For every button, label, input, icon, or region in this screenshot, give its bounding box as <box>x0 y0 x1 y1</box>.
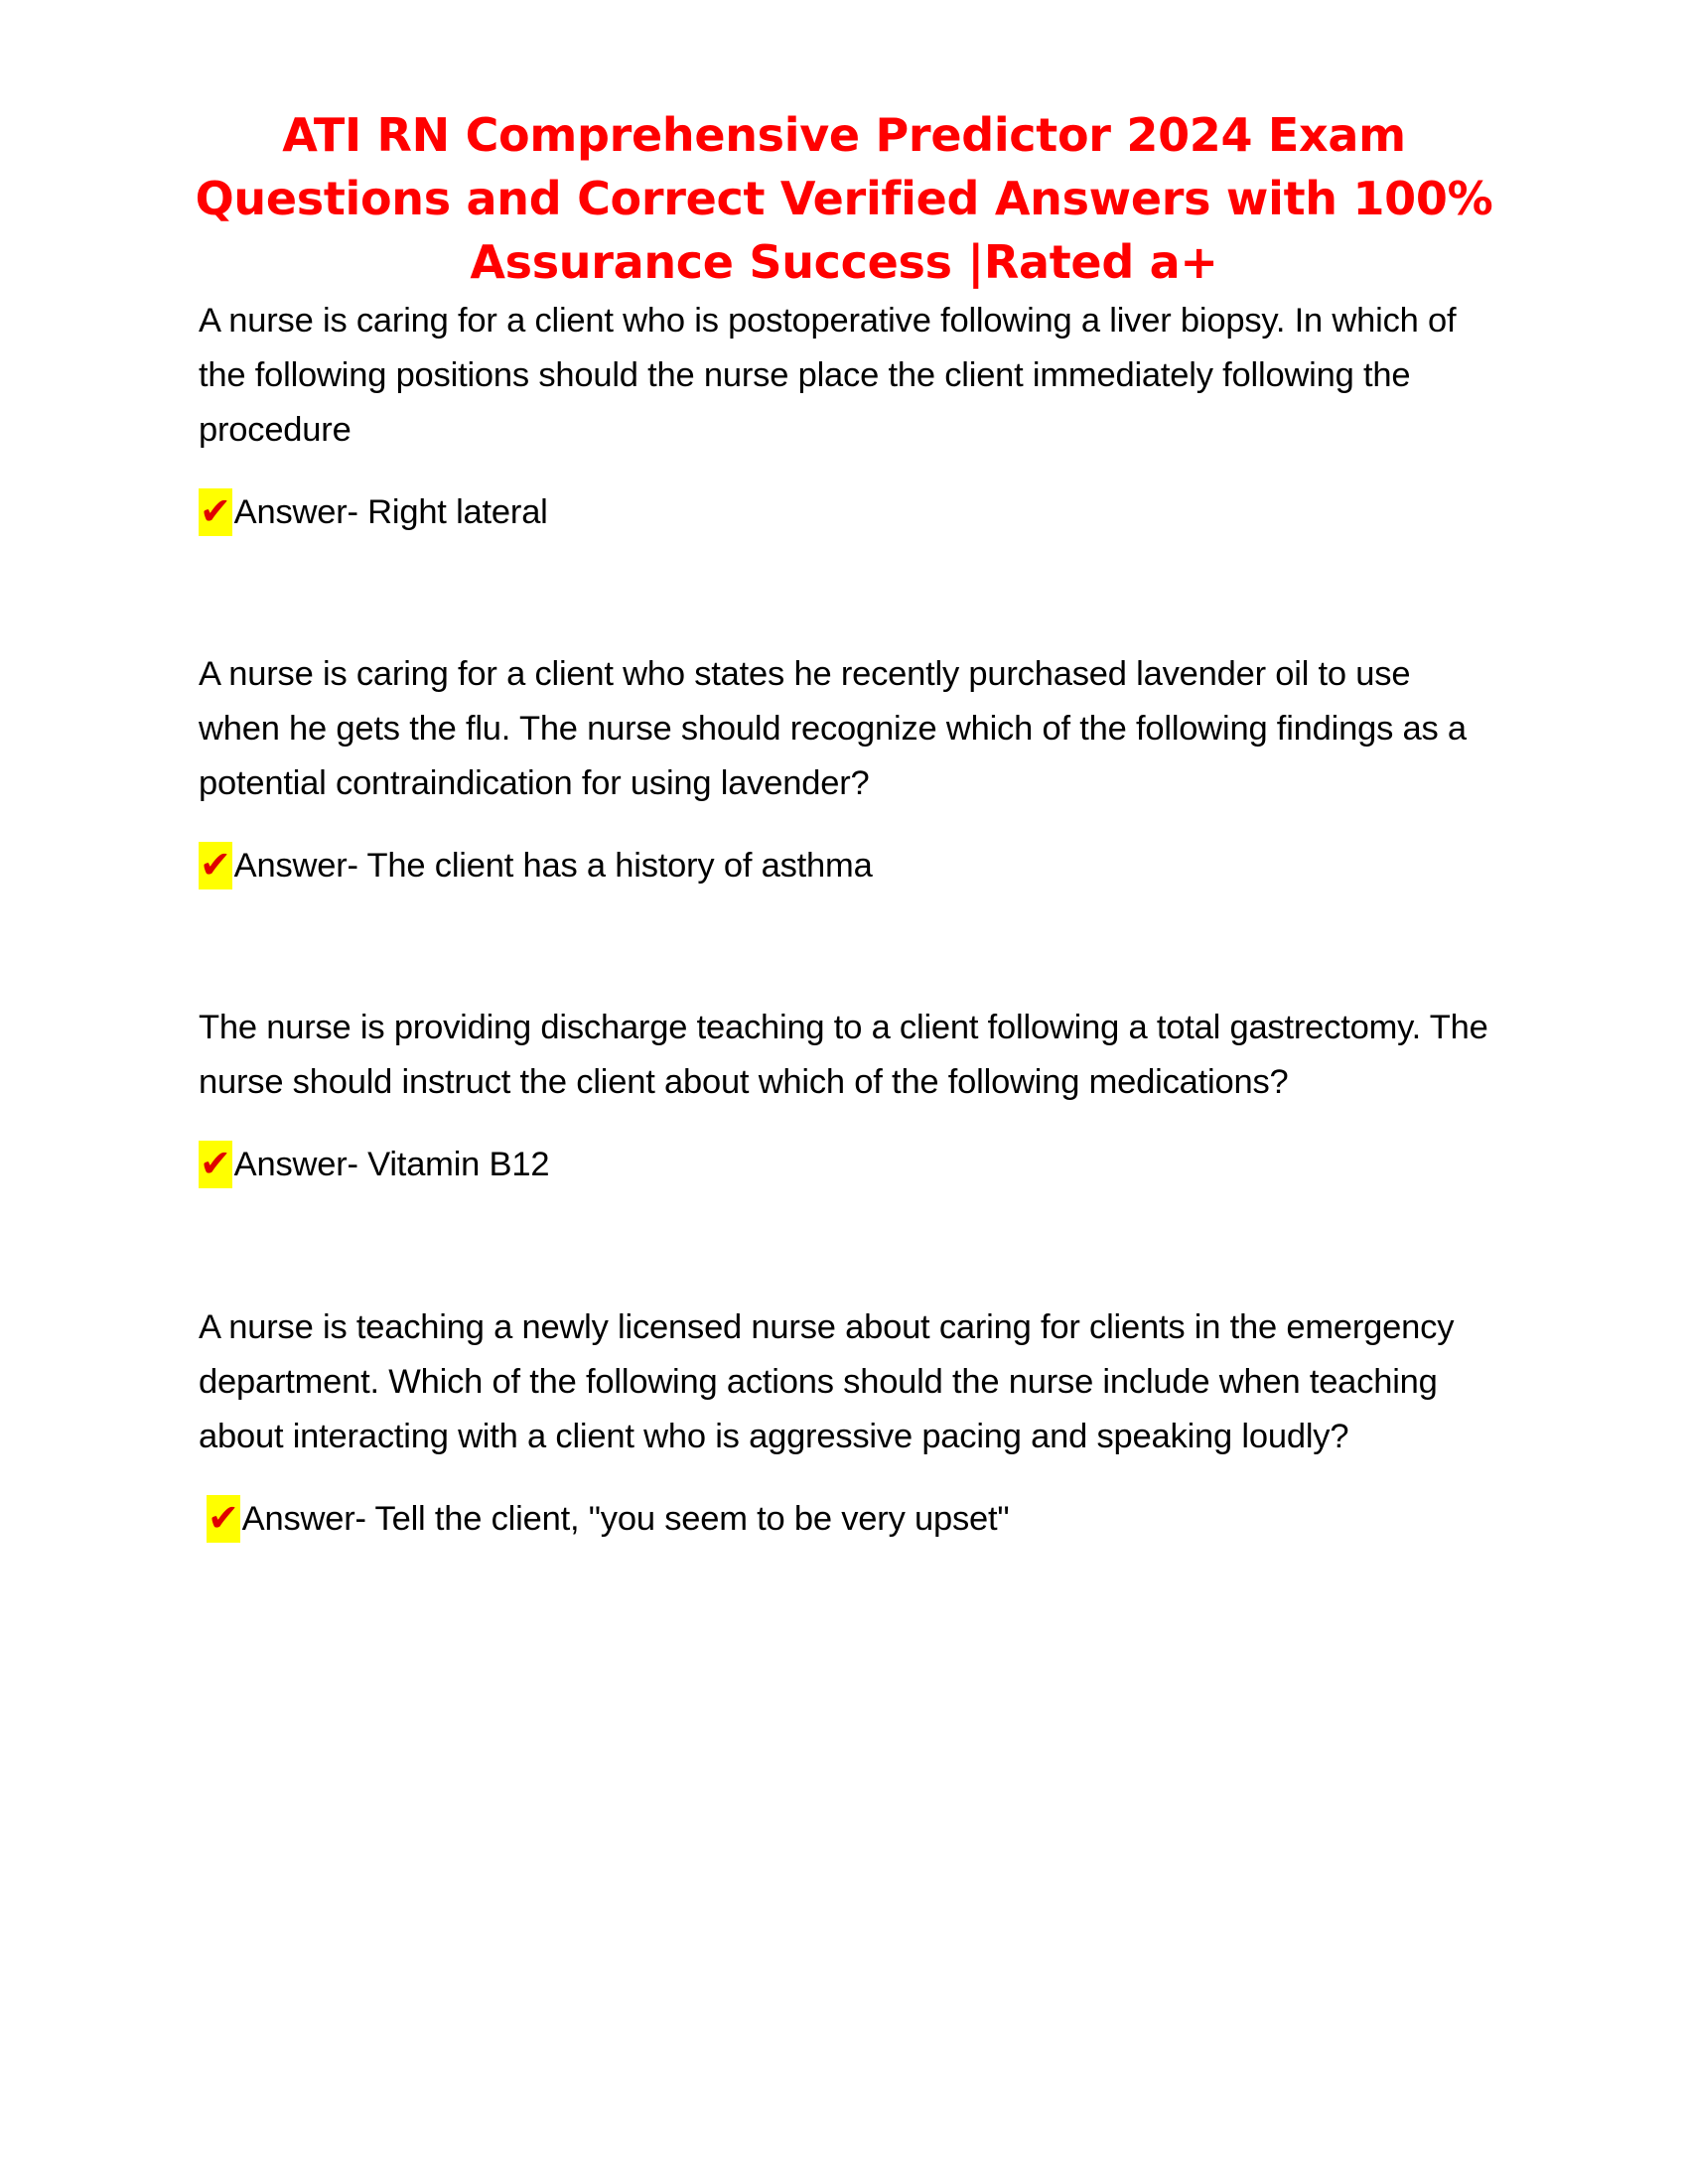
qa-item-4 <box>199 1300 1499 1544</box>
checkmark-icon: ✔ <box>199 488 232 536</box>
answer-text: Answer- Tell the client, "you seem to be very upset" <box>241 1500 1010 1538</box>
answer-line <box>199 1140 1499 1189</box>
qa-item-2 <box>199 647 1499 890</box>
question-text: A nurse is teaching a newly licensed nurse about caring for clients in the emergency department. Which of the following actions should the nurse include when teaching about interacting with a client who is aggressive pacing and speaking loudly? <box>199 1308 1455 1455</box>
qa-item-3 <box>199 1001 1499 1189</box>
answer-text: Answer- The client has a history of asthma <box>233 847 873 885</box>
checkmark-icon: ✔ <box>207 1495 240 1543</box>
document-title: ATI RN Comprehensive Predictor 2024 Exam Questions and Correct Verified Answers with 100% Assurance Success |Rated a+ <box>195 108 1493 289</box>
qa-item-1 <box>199 294 1499 537</box>
checkmark-icon: ✔ <box>199 842 232 889</box>
checkmark-icon: ✔ <box>199 1141 232 1188</box>
answer-line <box>199 487 1499 537</box>
question-text: The nurse is providing discharge teaching to a client following a total gastrectomy. The nurse should instruct the client about which of the following medications? <box>199 1009 1488 1101</box>
question-text: A nurse is caring for a client who is postoperative following a liver biopsy. In which of the following positions should the nurse place the client immediately following the procedure <box>199 302 1457 449</box>
answer-line <box>199 1494 1499 1544</box>
answer-text: Answer- Right lateral <box>233 493 548 531</box>
answer-text: Answer- Vitamin B12 <box>233 1146 550 1183</box>
question-text: A nurse is caring for a client who states he recently purchased lavender oil to use when he gets the flu. The nurse should recognize which of the following findings as a potential contraindication for using lavender? <box>199 655 1467 802</box>
answer-line <box>199 841 1499 890</box>
